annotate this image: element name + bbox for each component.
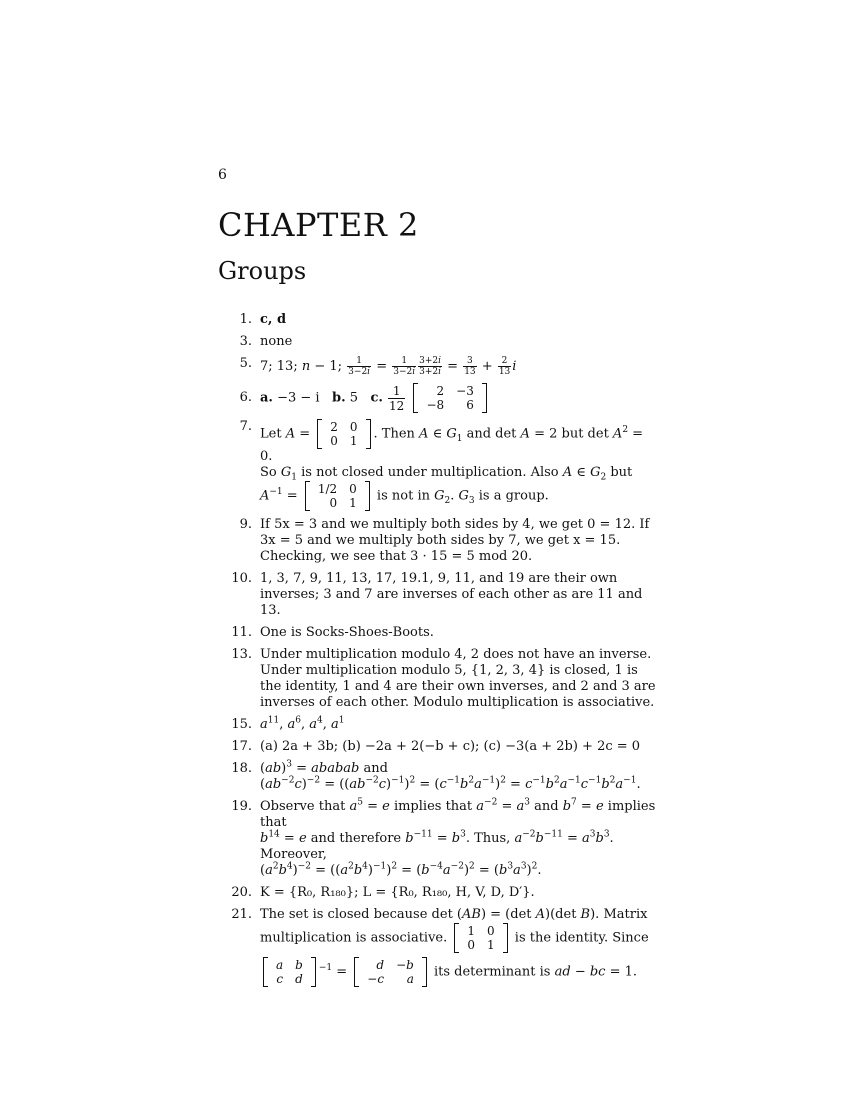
item-number: 20. [231, 885, 252, 900]
item-number: 3. [239, 334, 252, 349]
item-answer: Under multiplication modulo 4, 2 does not have an inverse. Under multiplication modulo 5, {1, 2, 3, 4} is closed, 1 is the identity, 1 and 4 are their own inverses, and 2 and 3 are inverses of each other. Modulo multiplication is associative. [260, 647, 656, 710]
item-answer: Let A = 2 0 0 1 . Then A ∈ $G_1$ and det A = 2 but $\det A^2 = 0$. So $G_1$ is not closed under multiplication. Also A ∈ $G_2$ but $A^{-1}$ = 1/2 0 0 1 is not in $G_2$. $G_3$ is a group. [260, 420, 644, 510]
exercise-5 [218, 356, 658, 377]
exercise-17 [218, 739, 658, 755]
exercise-21 [218, 907, 658, 987]
chapter-title: CHAPTER 2 [218, 206, 419, 244]
item-number: 5. [239, 356, 252, 371]
exercise-10 [218, 571, 658, 619]
item-answer: Observe that $a^5 = e$ implies that $a^{-2} = a^3$ and $b^7 = e$ implies that $b^{14} = e$ and therefore $b^{-11} = b^3$. Thus, $a^{-2}b^{-11} = a^3b^3$. Moreover, $(a^2b^4)^{-2} = ((a^2b^4)^{-1})^2 = (b^{-4}a^{-2})^2 = (b^3a^3)^2$. [260, 797, 656, 878]
item-answer: One is Socks-Shoes-Boots. [260, 625, 434, 640]
item-answer: The set is closed because det (AB) = (det A)(det B). Matrix multiplication is associative. 1 0 0 1 is the identity. Since a b c d $^{-1}$ = d −b −c a its determinant is ad − bc = 1. [260, 907, 649, 986]
item-answer: K = {R₀, R₁₈₀}; L = {R₀, R₁₈₀, H, V, D, D′}. [260, 885, 535, 900]
item-answer: (ab)$^3$ = ababab and $(ab^{-2}c)^{-2} = ((ab^{-2}c)^{-1})^2 = (c^{-1}b^2a^{-1})^2 = c^{-1}b^2a^{-1}c^{-1}b^2a^{-1}$. [260, 759, 641, 792]
item-answer: (a) 2a + 3b; (b) −2a + 2(−b + c); (c) −3(a + 2b) + 2c = 0 [260, 739, 641, 754]
exercise-19 [218, 799, 658, 879]
item-answer: 1, 3, 7, 9, 11, 13, 17, 19.1, 9, 11, and 19 are their own inverses; 3 and 7 are inverses of each other as are 11 and 13. [260, 571, 643, 618]
exercise-18 [218, 761, 658, 793]
exercise-11 [218, 625, 658, 641]
item-number: 11. [231, 625, 252, 640]
item-number: 21. [231, 907, 252, 922]
item-number: 9. [239, 517, 252, 532]
exercise-7 [218, 419, 658, 511]
item-number: 6. [239, 390, 252, 405]
item-answer: c, d [260, 312, 287, 327]
exercise-6 [218, 383, 658, 413]
exercise-3 [218, 334, 658, 350]
exercise-15 [218, 717, 658, 733]
item-number: 10. [231, 571, 252, 586]
item-number: 19. [231, 799, 252, 814]
item-number: 1. [239, 312, 252, 327]
item-answer: a. −3 − i b. 5 c. $\frac{1}{12}$ 2 −3 −8 6 [260, 383, 658, 413]
exercise-13 [218, 647, 658, 711]
exercise-9 [218, 517, 658, 565]
page-number: 6 [218, 167, 227, 183]
item-answer: If 5x = 3 and we multiply both sides by 4, we get 0 = 12. If 3x = 5 and we multiply both sides by 7, we get x = 15. Checking, we see that 3 · 15 = 5 mod 20. [260, 517, 650, 564]
item-number: 18. [231, 761, 252, 776]
chapter-subtitle: Groups [218, 257, 307, 285]
item-number: 13. [231, 647, 252, 662]
item-answer: 7; 13; n − 1; $\frac{1}{3-2i}$ = $\frac{1}{3-2i}$ $\frac{3+2i}{3+2i}$ = $\frac{3}{13}$ + $\frac{2}{13}$ i [260, 356, 517, 377]
exercise-1 [218, 312, 658, 328]
item-number: 17. [231, 739, 252, 754]
exercise-list [218, 312, 658, 993]
exercise-20 [218, 885, 658, 901]
item-answer: none [260, 334, 293, 349]
item-number: 7. [239, 419, 252, 434]
item-answer: $a^{11}$, $a^6$, $a^4$, $a^1$ [260, 715, 345, 732]
item-number: 15. [231, 717, 252, 732]
